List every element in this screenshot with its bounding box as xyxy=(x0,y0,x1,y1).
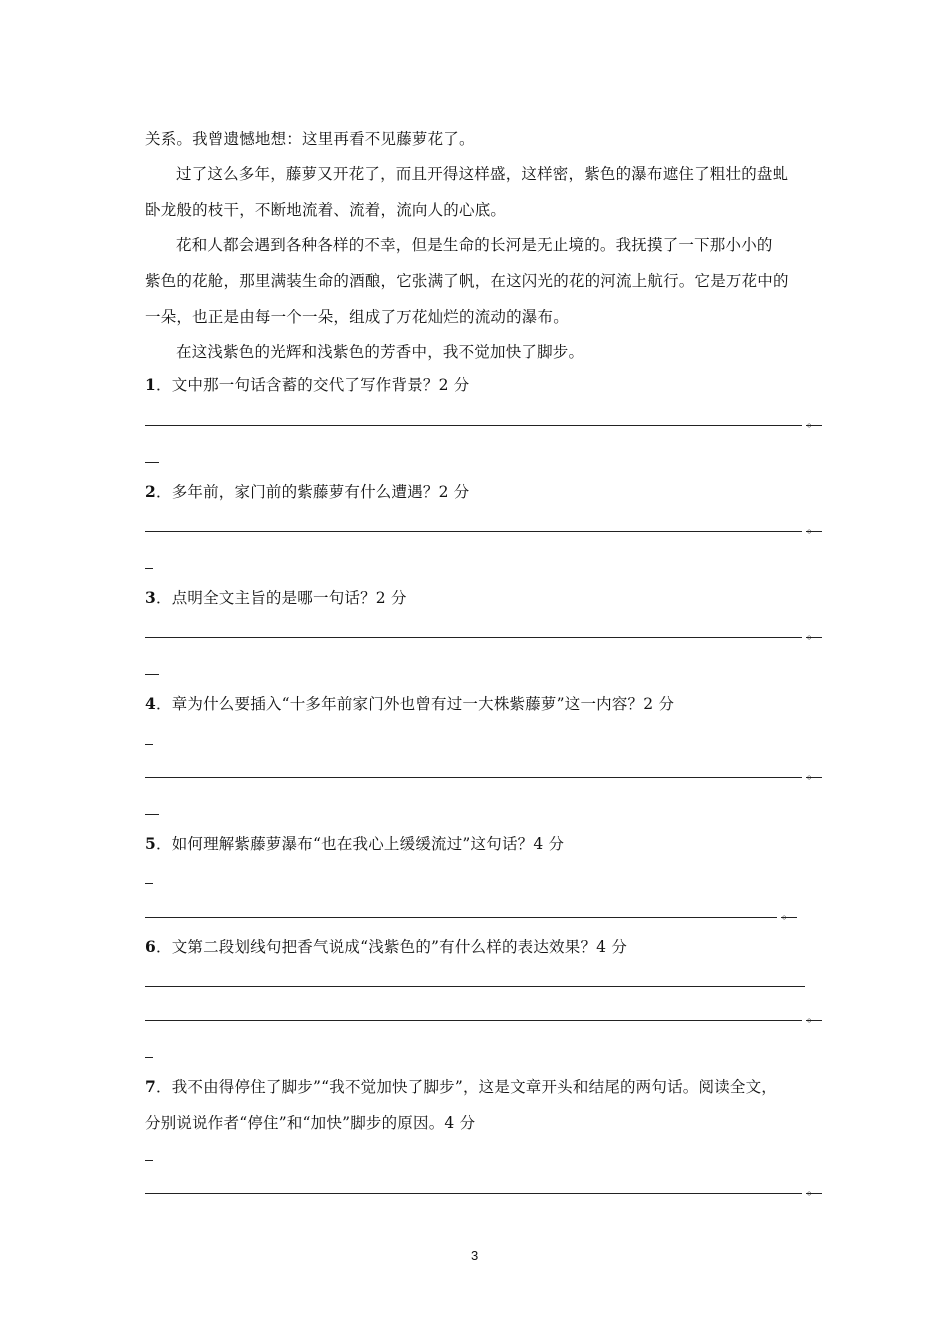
answer-stub xyxy=(145,744,153,745)
answer-stub xyxy=(145,462,159,463)
question-number: 2 xyxy=(145,482,156,501)
answer-line[interactable] xyxy=(145,986,805,987)
page-number: 3 xyxy=(471,1248,479,1263)
question-4 xyxy=(145,692,674,714)
question-2 xyxy=(145,480,470,502)
answer-line-end xyxy=(806,777,822,778)
answer-line-end xyxy=(781,917,797,918)
question-number: 1 xyxy=(145,375,156,394)
passage-line-2: 过了这么多年，藤萝又开花了，而且开得这样盛，这样密，紫色的瀑布遮住了粗壮的盘虬 xyxy=(176,165,789,183)
period-mark: 。 xyxy=(807,521,820,535)
question-5 xyxy=(145,832,564,854)
answer-stub xyxy=(145,883,153,884)
period-mark: 。 xyxy=(807,1010,820,1024)
passage-line-1: 关系。我曾遗憾地想：这里再看不见藤萝花了。 xyxy=(145,130,475,148)
passage-line-5: 紫色的花舱，那里满装生命的酒酿，它张满了帆，在这闪光的花的河流上航行。它是万花中的 xyxy=(145,272,789,290)
question-text: ．我不由得停住了脚步”“我不觉加快了脚步”，这是文章开头和结尾的两句话。阅读全文， xyxy=(156,1078,777,1096)
passage-line-6: 一朵，也正是由每一个一朵，组成了万花灿烂的流动的瀑布。 xyxy=(145,308,569,326)
question-1 xyxy=(145,373,470,395)
answer-stub xyxy=(145,568,153,569)
question-6 xyxy=(145,935,627,957)
question-number: 5 xyxy=(145,834,156,853)
answer-stub xyxy=(145,1160,153,1161)
question-3 xyxy=(145,586,407,608)
passage-line-4: 花和人都会遇到各种各样的不幸，但是生命的长河是无止境的。我抚摸了一下那小小的 xyxy=(176,236,773,254)
question-text: ．多年前，家门前的紫藤萝有什么遭遇？2 分 xyxy=(156,483,470,501)
question-text: ．如何理解紫藤萝瀑布“也在我心上缓缓流过”这句话？4 分 xyxy=(156,835,565,853)
answer-line-end xyxy=(806,1193,822,1194)
passage-line-7: 在这浅紫色的光辉和浅紫色的芳香中，我不觉加快了脚步。 xyxy=(176,343,585,361)
answer-stub xyxy=(145,674,159,675)
answer-line[interactable] xyxy=(145,917,777,918)
question-text: ．文中那一句话含蓄的交代了写作背景？2 分 xyxy=(156,376,470,394)
period-mark: 。 xyxy=(807,1183,820,1197)
answer-line-end xyxy=(806,637,822,638)
answer-line-end xyxy=(806,425,822,426)
question-number: 3 xyxy=(145,588,156,607)
answer-line[interactable] xyxy=(145,637,802,638)
question-text: ．章为什么要插入“十多年前家门外也曾有过一大株紫藤萝”这一内容？2 分 xyxy=(156,695,675,713)
question-number: 7 xyxy=(145,1077,156,1096)
question-7 xyxy=(145,1075,777,1097)
question-7-line-2: 分别说说作者“停住”和“加快”脚步的原因。4 分 xyxy=(145,1114,476,1132)
period-mark: 。 xyxy=(807,627,820,641)
answer-line[interactable] xyxy=(145,1020,802,1021)
period-mark: 。 xyxy=(807,415,820,429)
answer-line[interactable] xyxy=(145,777,802,778)
question-text: ．点明全文主旨的是哪一句话？2 分 xyxy=(156,589,407,607)
question-text: ．文第二段划线句把香气说成“浅紫色的”有什么样的表达效果？4 分 xyxy=(156,938,628,956)
question-number: 6 xyxy=(145,937,156,956)
answer-line-end xyxy=(806,1020,822,1021)
answer-stub xyxy=(145,1057,153,1058)
passage-line-3: 卧龙般的枝干，不断地流着、流着，流向人的心底。 xyxy=(145,201,507,219)
answer-line[interactable] xyxy=(145,425,802,426)
question-number: 4 xyxy=(145,694,156,713)
period-mark: 。 xyxy=(782,907,795,921)
answer-line[interactable] xyxy=(145,1193,802,1194)
period-mark: 。 xyxy=(807,767,820,781)
answer-stub xyxy=(145,814,159,815)
answer-line-end xyxy=(806,531,822,532)
answer-line[interactable] xyxy=(145,531,802,532)
